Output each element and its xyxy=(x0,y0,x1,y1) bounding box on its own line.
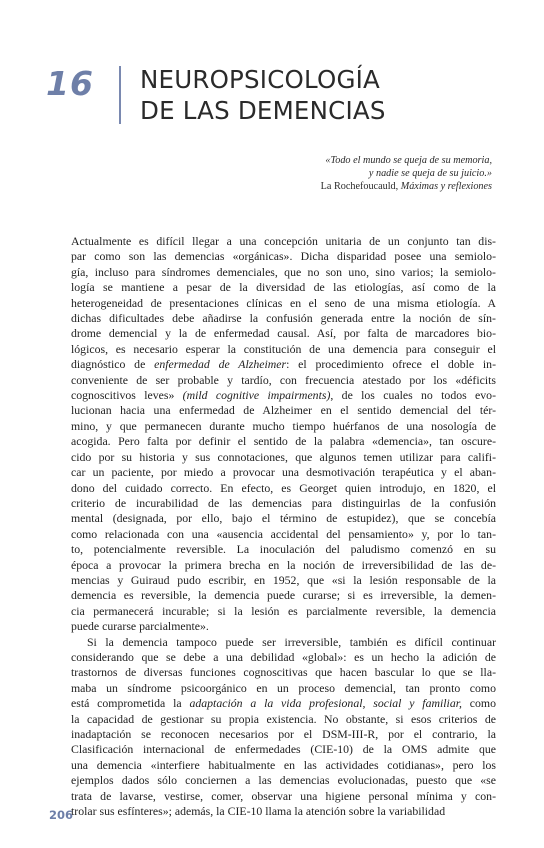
page-number: 206 xyxy=(49,808,74,822)
body-line: Clasificación internacional de enfermedades (CIE-10) de la OMS admite que xyxy=(71,742,496,757)
body-line: dichas dificultades debe añadirse la confusión generada entre la noción de sín- xyxy=(71,311,496,326)
body-line: está comprometida la adaptación a la vida profesional, social y familiar, como xyxy=(71,696,496,711)
body-line: trastornos de diversas funciones cognoscitivas que hacen bascular lo que se lla- xyxy=(71,665,496,680)
body-line: drome demencial y la de enfermedad causal. Así, por falta de marcadores bio- xyxy=(71,326,496,341)
chapter-title-line: NEUROPSICOLOGÍA xyxy=(140,65,381,94)
body-line: criterio de incurabilidad de las demencias para distinguirlas de la confusión xyxy=(71,495,496,510)
body-line: acogida. Pero falta por definir el sentido de la palabra «demencia», tan oscure- xyxy=(71,434,496,449)
body-line: conveniente de ser probable y tardío, con frecuencia atestado por los «déficits xyxy=(71,372,496,387)
body-line: inadaptación se reconocen necesarios por el DSM-III-R, por el contrario, la xyxy=(71,727,496,741)
chapter-number: 16 xyxy=(46,64,94,103)
emphasis-text: adaptación a la vida profesional, social y familiar, xyxy=(189,696,462,711)
chapter-title-line: DE LAS DEMENCIAS xyxy=(140,96,386,125)
body-line: cognoscitivos leves» (mild cognitive impairments), de los cuales no todos evo- xyxy=(71,388,497,403)
body-line: heterogeneidad de presentaciones clínicas en el seno de una misma etiología. A xyxy=(71,295,496,310)
epigraph xyxy=(321,154,492,193)
body-line: lucionan hacia una enfermedad de Alzheimer en el sentido demencial del tér- xyxy=(71,403,496,418)
body-line: mental (designada, por ello, bajo el término de estupidez), que se concebía xyxy=(71,511,496,526)
body-line: como relacionada con una «ausencia accidental del pensamiento» y, por lo tan- xyxy=(71,526,496,541)
body-line: una demencia «interfiere habitualmente en las actividades cotidianas», pero los xyxy=(71,757,496,772)
body-line: diagnóstico de enfermedad de Alzheimer: el procedimiento ofrece el doble in- xyxy=(71,357,497,372)
body-line: cido por su historia y sus connotaciones, que algunos temen utilizar para califi- xyxy=(71,449,496,464)
body-line: la capacidad de gestionar su propia existencia. No obstante, si esos criterios de xyxy=(71,711,496,726)
body-text xyxy=(71,234,496,819)
body-line: car un paciente, por miedo a provocar una desmotivación terapéutica y el aban- xyxy=(71,465,496,480)
chapter-title xyxy=(140,64,386,126)
body-line: lógicos, es necesario esperar la constitución de una demencia para conseguir el xyxy=(71,341,496,356)
body-line: maba un síndrome psicoorgánico en un proceso demencial, tan pronto como xyxy=(71,680,496,695)
body-line: mencias y Guiraud pudo escribir, en 1952, que «si la lesión responsable de la xyxy=(71,572,496,587)
epigraph-author: La Rochefoucauld, xyxy=(320,181,401,192)
body-line: to, potencialmente reversible. La inoculación del paludismo comenzó en su xyxy=(71,542,496,557)
body-line: demencia es reversible, la demencia puede curarse; si es irreversible, la demen- xyxy=(71,588,496,603)
body-line: trolar sus esfínteres»; además, la CIE-10 llama la atención sobre la variabilidad xyxy=(71,804,446,819)
chapter-divider xyxy=(119,66,121,124)
body-line: logía se mantiene a pesar de la diversidad de las etiologías, así como de la xyxy=(71,280,496,295)
emphasis-text: enfermedad de Alzheimer xyxy=(154,357,287,372)
epigraph-quote-line: y nadie se queja de su juicio.» xyxy=(368,168,492,179)
emphasis-text: (mild cognitive impairments) xyxy=(182,388,331,403)
epigraph-work: Máximas y reflexiones xyxy=(400,181,492,192)
body-line: cia permanecerá incurable; si la lesión es parcialmente reversible, la demencia xyxy=(71,603,496,618)
body-line: par como son las demencias «orgánicas». Dicha disparidad posee una semiolo- xyxy=(71,249,496,264)
body-line: mino, y que permanecen durante mucho tiempo huérfanos de una nosología de xyxy=(71,418,496,433)
body-line: época a provocar la primera brecha en la noción de irreversibilidad de las de- xyxy=(71,557,496,572)
body-line: ejemplos dados sólo conciernen a las demencias evolucionadas, puesto que «se xyxy=(71,773,496,788)
epigraph-quote-line: «Todo el mundo se queja de su memoria, xyxy=(325,155,492,166)
body-line: trata de lavarse, vestirse, comer, observar una higiene personal mínima y con- xyxy=(71,788,496,803)
body-line: dono del cuidado correcto. En efecto, es Georget quien introdujo, en 1820, el xyxy=(71,480,496,495)
body-line: considerando que se debe a una debilidad «global»: es un hecho la adición de xyxy=(71,649,496,664)
body-line: Actualmente es difícil llegar a una concepción unitaria de un conjunto tan dis- xyxy=(71,234,496,248)
body-line: Si la demencia tampoco puede ser irreversible, también es difícil continuar xyxy=(87,634,496,649)
body-line: gía, incluso para síndromes demenciales, que no son uno, sino varios; la semiolo- xyxy=(71,264,496,279)
epigraph-attribution xyxy=(321,180,492,193)
body-line: puede curarse parcialmente». xyxy=(71,619,209,634)
